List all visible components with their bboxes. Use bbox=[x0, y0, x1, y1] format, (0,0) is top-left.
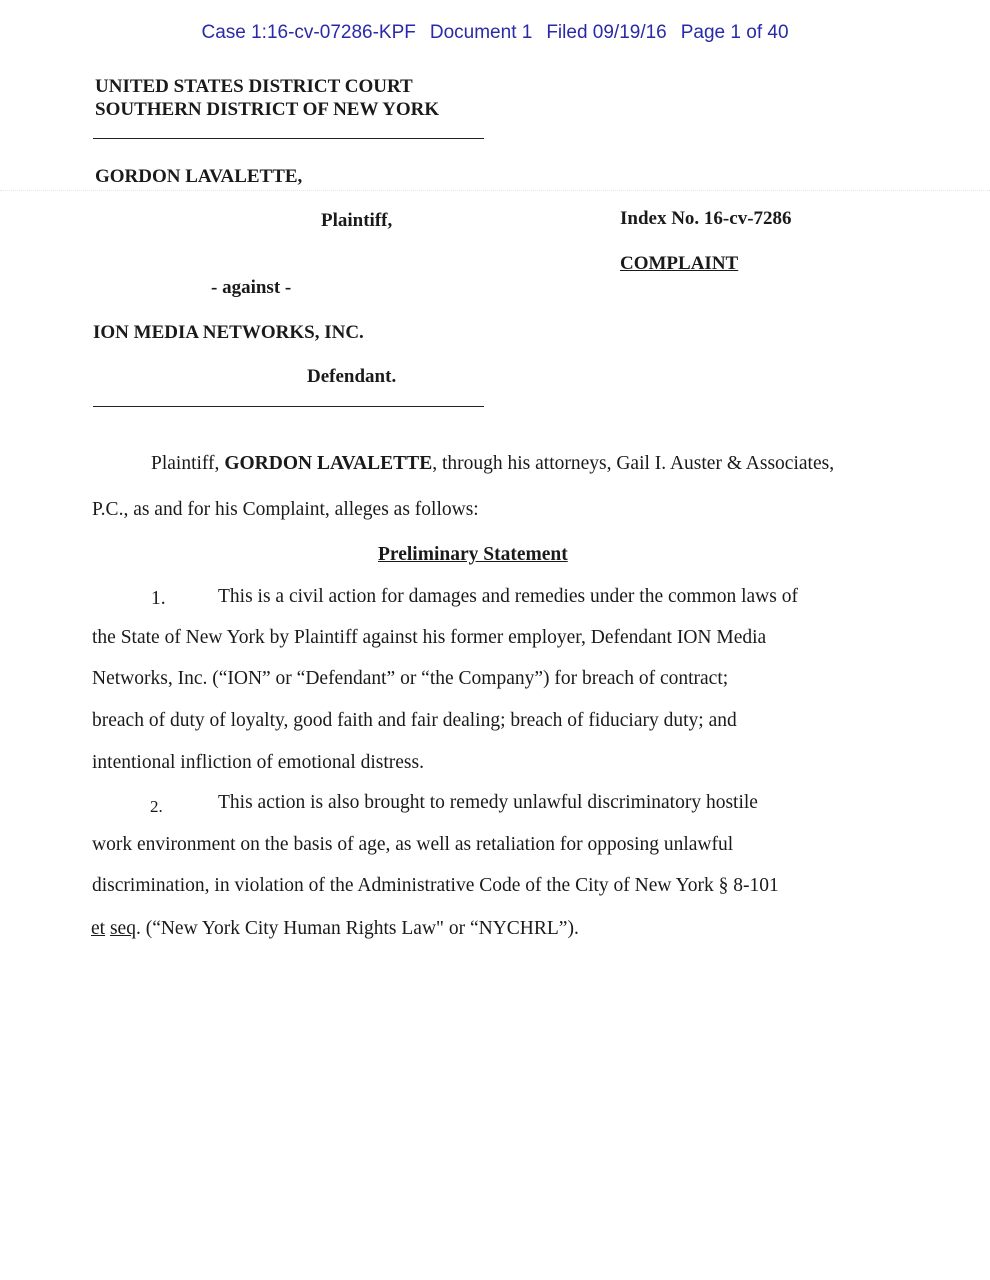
paragraph-2-line-4 bbox=[91, 918, 579, 940]
paragraph-1-line-2: the State of New York by Plaintiff against his former employer, Defendant ION Media bbox=[92, 627, 767, 648]
paragraph-1-line-4: breach of duty of loyalty, good faith and fair dealing; breach of fiduciary duty; and bbox=[92, 710, 737, 731]
citation-rest: . (“New York City Human Rights Law" or “NYCHRL”). bbox=[135, 918, 579, 939]
defendant-role: Defendant. bbox=[307, 366, 397, 387]
page-indicator: Page 1 of 40 bbox=[680, 22, 789, 43]
document-number: Document 1 bbox=[429, 22, 533, 43]
paragraph-2-number: 2. bbox=[150, 797, 163, 816]
paragraph-2-line-3: discrimination, in violation of the Administrative Code of the City of New York § 8-101 bbox=[92, 875, 779, 896]
plaintiff-name: GORDON LAVALETTE, bbox=[95, 166, 303, 187]
paragraph-2-line-2: work environment on the basis of age, as well as retaliation for opposing unlawful bbox=[92, 834, 734, 855]
intro-plaintiff-name: GORDON LAVALETTE bbox=[224, 453, 433, 474]
case-number: Case 1:16-cv-07286-KPF bbox=[201, 22, 416, 43]
paragraph-2-line-1: This action is also brought to remedy unlawful discriminatory hostile bbox=[218, 792, 758, 813]
paragraph-1-number: 1. bbox=[151, 588, 166, 609]
intro-text-a: Plaintiff, bbox=[151, 453, 225, 474]
paragraph-1-line-1: This is a civil action for damages and remedies under the common laws of bbox=[218, 586, 798, 607]
section-heading: Preliminary Statement bbox=[378, 544, 568, 565]
caption-top-rule bbox=[93, 138, 484, 139]
court-name bbox=[95, 75, 439, 121]
scan-artifact-line bbox=[0, 190, 990, 191]
intro-line-2: P.C., as and for his Complaint, alleges as follows: bbox=[92, 499, 479, 520]
citation-seq: seq bbox=[109, 918, 136, 939]
intro-line-1 bbox=[151, 453, 834, 475]
plaintiff-role: Plaintiff, bbox=[321, 210, 393, 231]
against-label: - against - bbox=[211, 277, 292, 298]
paragraph-1-line-3: Networks, Inc. (“ION” or “Defendant” or “the Company”) for breach of contract; bbox=[92, 668, 729, 689]
ecf-header-stamp bbox=[0, 22, 990, 44]
intro-text-b: , through his attorneys, Gail I. Auster & Associates, bbox=[432, 453, 835, 474]
filed-date: Filed 09/19/16 bbox=[546, 22, 667, 43]
index-number: Index No. 16-cv-7286 bbox=[620, 208, 792, 229]
defendant-name: ION MEDIA NETWORKS, INC. bbox=[93, 322, 364, 343]
citation-et: et bbox=[91, 918, 106, 939]
court-line-2: SOUTHERN DISTRICT OF NEW YORK bbox=[95, 99, 440, 120]
document-title: COMPLAINT bbox=[620, 253, 739, 274]
court-line-1: UNITED STATES DISTRICT COURT bbox=[95, 76, 413, 97]
paragraph-1-line-5: intentional infliction of emotional distress. bbox=[92, 752, 424, 773]
caption-bottom-rule bbox=[93, 406, 484, 407]
